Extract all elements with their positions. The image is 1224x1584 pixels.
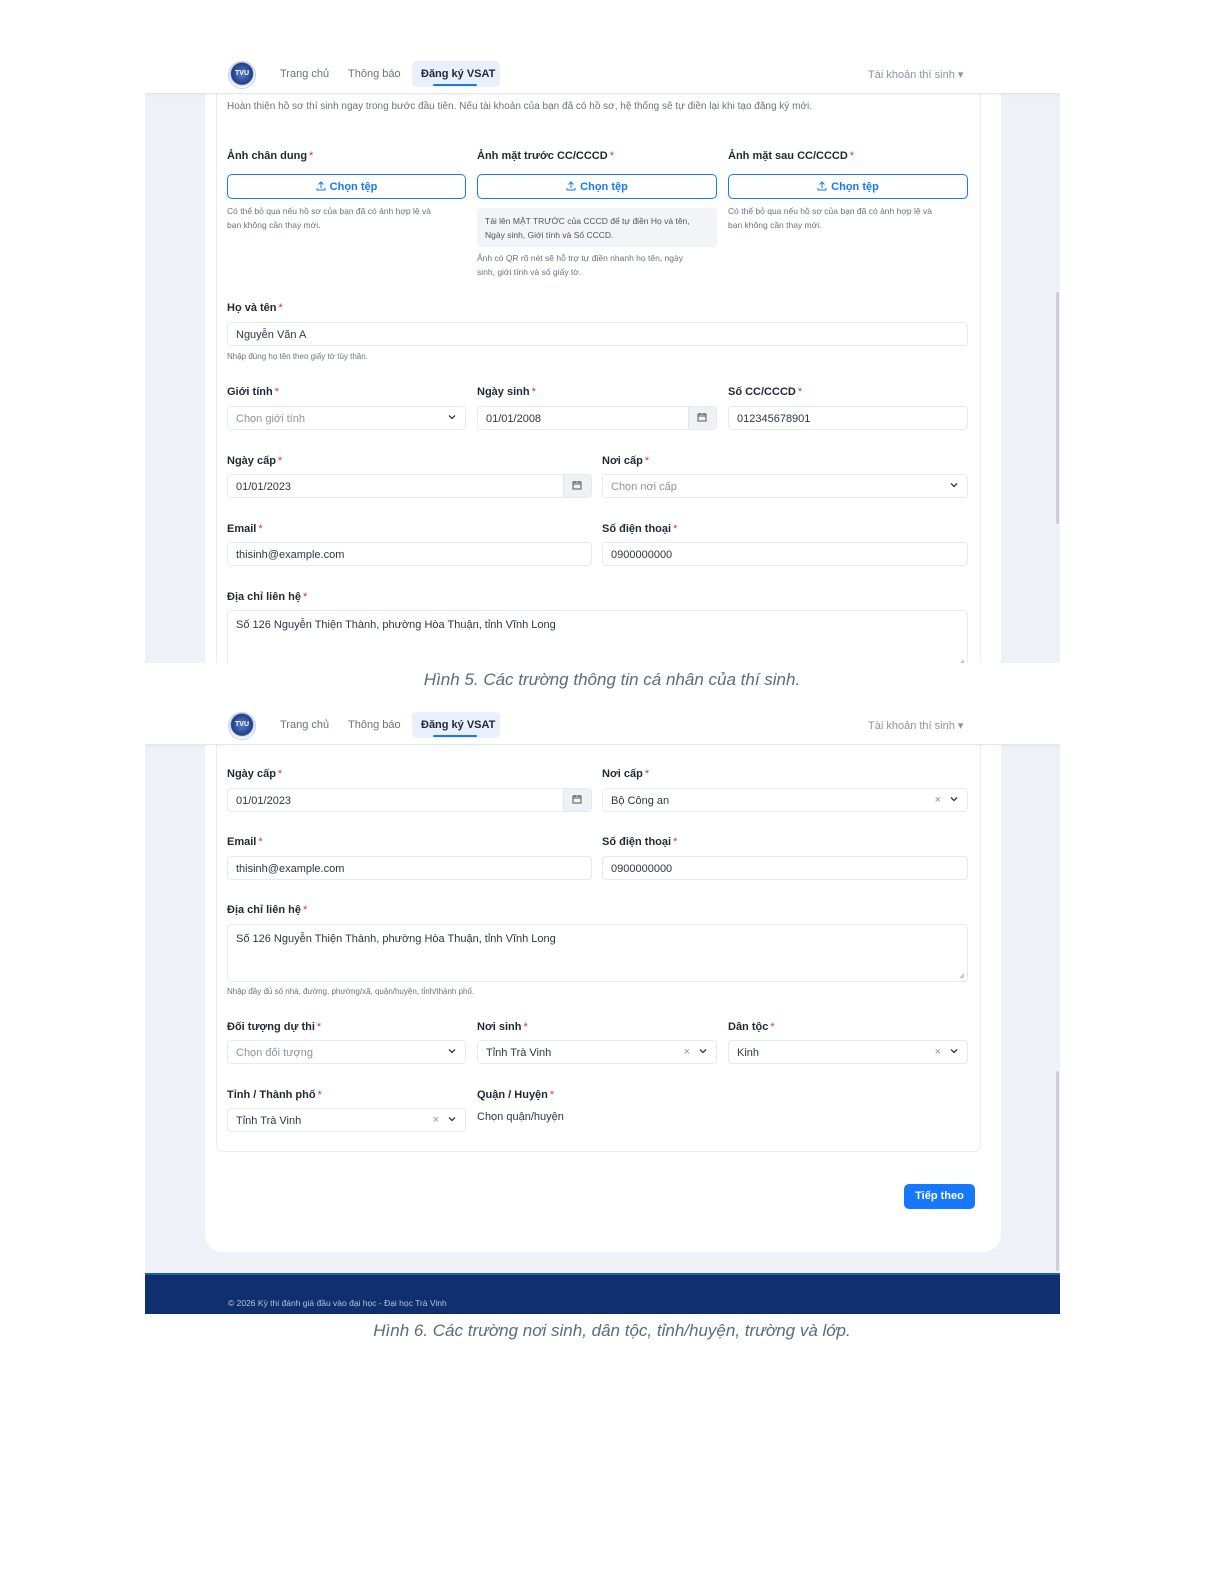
phone-input[interactable]: 0900000000 xyxy=(602,542,968,566)
chevron-down-icon xyxy=(949,480,959,490)
nav-register-label: Đăng ký VSAT xyxy=(421,68,496,80)
top-navbar xyxy=(145,708,1060,745)
address-textarea[interactable]: Số 126 Nguyễn Thiện Thành, phường Hòa Thuận, tỉnh Vĩnh Long xyxy=(227,924,968,982)
page-footer xyxy=(145,1273,1060,1314)
nav-home[interactable]: Trang chủ xyxy=(280,68,330,80)
calendar-icon xyxy=(572,480,582,490)
logo-text: TVU xyxy=(235,70,249,77)
phone-input[interactable]: 0900000000 xyxy=(602,856,968,880)
scrollbar-thumb[interactable] xyxy=(1056,292,1059,524)
province-label: Tỉnh / Thành phố * xyxy=(227,1089,322,1101)
calendar-icon xyxy=(697,412,707,422)
id-front-info-box: Tải lên MẶT TRƯỚC của CCCD để tự điền Họ và tên, Ngày sinh, Giới tính và Số CCCD. xyxy=(477,208,717,247)
id-front-upload-button[interactable] xyxy=(477,174,717,199)
form-card xyxy=(205,744,1001,1252)
ethnicity-label: Dân tộc * xyxy=(728,1021,775,1033)
active-underline xyxy=(433,84,477,86)
nav-register-vsat[interactable] xyxy=(412,61,500,87)
issue-place-label: Nơi cấp * xyxy=(602,768,650,780)
fullname-label: Họ và tên * xyxy=(227,302,283,314)
id-front-help: Ảnh có QR rõ nét sẽ hỗ trợ tự điền nhanh họ tên, ngày sinh, giới tính và số giấy tờ. xyxy=(477,253,683,277)
address-textarea[interactable]: Số 126 Nguyễn Thiện Thành, phường Hòa Thuận, tỉnh Vĩnh Long xyxy=(227,610,968,663)
nav-register-label: Đăng ký VSAT xyxy=(421,719,496,731)
clear-icon[interactable]: × xyxy=(683,1046,690,1058)
gender-select[interactable]: Chọn giới tính xyxy=(227,406,466,430)
chevron-down-icon xyxy=(949,794,959,804)
figure-caption-6: Hình 6. Các trường nơi sinh, dân tộc, tỉnh/huyện, trường và lớp. xyxy=(373,1321,851,1340)
portrait-upload-button[interactable] xyxy=(227,174,466,199)
calendar-button[interactable] xyxy=(563,789,591,811)
active-underline xyxy=(433,735,477,737)
clear-icon[interactable]: × xyxy=(934,794,941,806)
id-number-label: Số CC/CCCD * xyxy=(728,386,803,398)
upload-icon xyxy=(817,181,827,191)
upload-label: Chọn tệp xyxy=(329,181,378,193)
upload-icon xyxy=(566,181,576,191)
account-menu[interactable]: Tài khoản thí sinh ▾ xyxy=(868,720,964,732)
form-card xyxy=(205,93,1001,663)
nav-register-vsat[interactable] xyxy=(412,712,500,738)
id-front-label: Ảnh mặt trước CC/CCCD * xyxy=(477,150,614,162)
id-number-input[interactable]: 012345678901 xyxy=(728,406,968,430)
fullname-input[interactable]: Nguyễn Văn A xyxy=(227,322,968,346)
id-back-help: Có thể bỏ qua nếu hồ sơ của bạn đã có ảnh hợp lệ và bạn không cần thay mới. xyxy=(728,206,932,230)
logo-text: TVU xyxy=(235,721,249,728)
university-logo[interactable] xyxy=(228,712,256,740)
calendar-icon xyxy=(572,794,582,804)
issue-date-label: Ngày cấp * xyxy=(227,768,283,780)
address-help: Nhập đầy đủ số nhà, đường, phường/xã, quận/huyện, tỉnh/thành phố. xyxy=(227,987,475,996)
resize-grip-icon[interactable] xyxy=(959,659,965,663)
nav-home[interactable]: Trang chủ xyxy=(280,719,330,731)
issue-date-label: Ngày cấp * xyxy=(227,455,283,467)
phone-label: Số điện thoại * xyxy=(602,836,678,848)
calendar-button[interactable] xyxy=(563,475,591,497)
screenshot-personal-info xyxy=(145,57,1060,663)
top-navbar xyxy=(145,57,1060,94)
figure-caption-5: Hình 5. Các trường thông tin cá nhân của thí sinh. xyxy=(423,670,801,689)
nav-notices[interactable]: Thông báo xyxy=(348,68,401,80)
chevron-down-icon xyxy=(447,412,457,422)
district-label: Quận / Huyện * xyxy=(477,1089,555,1101)
resize-grip-icon[interactable] xyxy=(959,973,965,979)
footer-copyright: © 2026 Kỳ thi đánh giá đầu vào đại học - Đại học Trà Vinh xyxy=(228,1298,447,1308)
dob-input[interactable]: 01/01/2008 xyxy=(477,406,717,430)
id-back-label: Ảnh mặt sau CC/CCCD * xyxy=(728,150,855,162)
email-label: Email * xyxy=(227,523,263,535)
issue-place-select[interactable]: Chọn nơi cấp xyxy=(602,474,968,498)
nav-notices[interactable]: Thông báo xyxy=(348,719,401,731)
university-logo[interactable] xyxy=(228,61,256,89)
id-back-upload-button[interactable] xyxy=(728,174,968,199)
scrollbar-thumb[interactable] xyxy=(1056,1071,1059,1271)
fullname-help: Nhập đúng họ tên theo giấy tờ tùy thân. xyxy=(227,352,368,361)
phone-label: Số điện thoại * xyxy=(602,523,678,535)
intro-text: Hoàn thiện hồ sơ thí sinh ngay trong bước đầu tiên. Nếu tài khoản của bạn đã có hồ sơ, hệ thống sẽ tự điền lại khi tạo đăng ký mới. xyxy=(227,101,812,112)
birthplace-label: Nơi sinh * xyxy=(477,1021,528,1033)
portrait-label: Ảnh chân dung * xyxy=(227,150,314,162)
address-label: Địa chỉ liên hệ * xyxy=(227,904,308,916)
chevron-down-icon xyxy=(698,1046,708,1056)
portrait-help: Có thể bỏ qua nếu hồ sơ của bạn đã có ảnh hợp lệ và bạn không cần thay mới. xyxy=(227,206,431,230)
chevron-down-icon xyxy=(949,1046,959,1056)
account-menu[interactable]: Tài khoản thí sinh ▾ xyxy=(868,69,964,81)
next-button-label: Tiếp theo xyxy=(915,1190,964,1202)
calendar-button[interactable] xyxy=(688,407,716,429)
dob-label: Ngày sinh * xyxy=(477,386,536,398)
province-select[interactable]: Tỉnh Trà Vinh × xyxy=(227,1108,466,1132)
clear-icon[interactable]: × xyxy=(432,1114,439,1126)
issue-date-input[interactable]: 01/01/2023 xyxy=(227,474,592,498)
target-select[interactable]: Chọn đối tượng xyxy=(227,1040,466,1064)
gender-label: Giới tính * xyxy=(227,386,279,398)
email-input[interactable]: thisinh@example.com xyxy=(227,542,592,566)
ethnicity-select[interactable]: Kinh × xyxy=(728,1040,968,1064)
upload-icon xyxy=(316,181,326,191)
clear-icon[interactable]: × xyxy=(934,1046,941,1058)
email-label: Email * xyxy=(227,836,263,848)
district-select[interactable]: Chọn quận/huyện xyxy=(477,1111,564,1123)
chevron-down-icon xyxy=(447,1114,457,1124)
email-input[interactable]: thisinh@example.com xyxy=(227,856,592,880)
address-label: Địa chỉ liên hệ * xyxy=(227,591,308,603)
issue-place-label: Nơi cấp * xyxy=(602,455,650,467)
issue-date-input[interactable]: 01/01/2023 xyxy=(227,788,592,812)
birthplace-select[interactable]: Tỉnh Trà Vinh × xyxy=(477,1040,717,1064)
next-button[interactable] xyxy=(904,1184,975,1209)
chevron-down-icon xyxy=(447,1046,457,1056)
upload-label: Chọn tệp xyxy=(831,181,879,193)
screenshot-birthplace-ethnicity xyxy=(145,708,1060,1314)
issue-place-select[interactable]: Bộ Công an × xyxy=(602,788,968,812)
upload-label: Chọn tệp xyxy=(580,181,628,193)
target-label: Đối tượng dự thi * xyxy=(227,1021,322,1033)
